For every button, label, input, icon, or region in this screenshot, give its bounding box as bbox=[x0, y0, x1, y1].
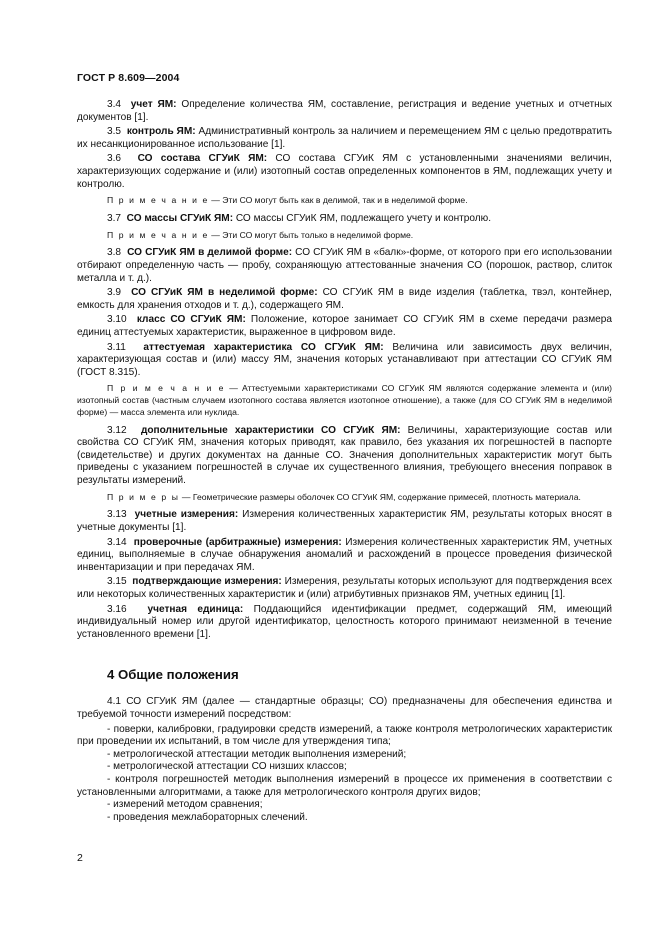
definition-3-9: 3.9 СО СГУиК ЯМ в неделимой форме: СО СГУиК ЯМ в виде изделия (таблетка, твэл, контейнер, емкость для хранения отходов и т. д.), содержащего ЯМ. bbox=[77, 287, 612, 311]
list-item: - контроля погрешностей методик выполнения измерений в процессе их применения в соответствии с установленными алгоритмами, а также для метрологического контроля других видов; bbox=[77, 773, 612, 798]
definition-3-5: 3.5 контроль ЯМ: Административный контроль за наличием и перемещением ЯМ с целью предотвратить их несанкционированное использование [1]. bbox=[77, 126, 612, 150]
list-item: - метрологической аттестации методик выполнения измерений; bbox=[107, 748, 407, 760]
definition-3-13: 3.13 учетные измерения: Измерения количественных характеристик ЯМ, результаты которых вносят в учетные документы [1]. bbox=[77, 509, 613, 534]
list-item: - метрологической аттестации СО низших классов; bbox=[107, 761, 347, 773]
definition-3-7: 3.7 СО массы СГУиК ЯМ: СО массы СГУиК ЯМ, подлежащего учету и контролю. bbox=[107, 212, 492, 224]
definition-3-12: 3.12 дополнительные характеристики СО СГУиК ЯМ: Величины, характеризующие состав или свойства СО СГУиК ЯМ, значения которых приводят, как правило, без указания их погрешностей в паспорте (свидетельстве) и других документах на данные СО. Значения дополнительных характеристик могут быть приведены с указанием погрешностей в случае их существенного влияния, требующего внесения поправок в результаты измерений. bbox=[77, 424, 612, 487]
page-number: 2 bbox=[77, 852, 83, 864]
list-item: - поверки, калибровки, градуировки средств измерений, а также контроля метрологических характеристик при проведении их испытаний, в том числе для утверждения типа; bbox=[77, 723, 612, 748]
definition-3-4: 3.4 учет ЯМ: Определение количества ЯМ, составление, регистрация и ведение учетных и отчетных документов [1]. bbox=[77, 99, 612, 123]
definition-3-14: 3.14 проверочные (арбитражные) измерения: Измерения количественных характеристик ЯМ, учетных единиц, выполняемые в случае обнаружения аномалий и расхождений в процессе проведения физической инвентаризации и при передачах ЯМ. bbox=[77, 536, 613, 573]
definition-3-11: 3.11 аттестуемая характеристика СО СГУиК ЯМ: Величина или зависимость двух величин, характеризующая состав и (или) массу ЯМ, значения которых устанавливают при аттестации СО СГУиК ЯМ (ГОСТ 8.315). bbox=[77, 341, 612, 378]
list-item: - измерений методом сравнения; bbox=[107, 799, 263, 811]
section-4-heading: 4 Общие положения bbox=[107, 667, 239, 683]
examples-3-12: П р и м е р ы — Геометрические размеры оболочек СО СГУиК ЯМ, содержание примесей, плотность материала. bbox=[107, 491, 581, 502]
definition-3-10: 3.10 класс СО СГУиК ЯМ: Положение, которое занимает СО СГУиК ЯМ в схеме передачи размера единиц аттестуемых характеристик, выраженное в цифровом виде. bbox=[77, 314, 612, 338]
list-item: - проведения межлабораторных слечений. bbox=[107, 811, 308, 823]
document-header: ГОСТ Р 8.609—2004 bbox=[77, 72, 180, 84]
clause-4-1: 4.1 СО СГУиК ЯМ (далее — стандартные образцы; СО) предназначены для обеспечения единства и требуемой точности измерений посредством: bbox=[77, 696, 612, 720]
definition-3-8: 3.8 СО СГУиК ЯМ в делимой форме: СО СГУиК ЯМ в «балк»-форме, от которого при его использовании отбирают определенную часть — пробу, сохраняющую аттестованные значения СО (порошок, раствор, слиток металла и т. д.). bbox=[77, 247, 613, 284]
note-3-6: П р и м е ч а н и е — Эти СО могут быть как в делимой, так и в неделимой форме. bbox=[107, 195, 468, 206]
definition-3-6: 3.6 СО состава СГУиК ЯМ: СО состава СГУиК ЯМ с установленными значениями величин, характеризующих содержание и (или) изотопный состав определенных компонентов в ЯМ, подлежащих учету и контролю. bbox=[77, 153, 612, 190]
note-3-7: П р и м е ч а н и е — Эти СО могут быть только в неделимой форме. bbox=[107, 229, 414, 240]
definition-3-15: 3.15 подтверждающие измерения: Измерения, результаты которых используют для подтверждения всех или некоторых количественных характеристик и (или) атрибутивных признаков ЯМ, учетных единиц [1]. bbox=[77, 576, 613, 600]
document-body bbox=[77, 99, 612, 824]
note-3-11: П р и м е ч а н и е — Аттестуемыми характеристиками СО СГУиК ЯМ являются содержание элемента и (или) изотопный состав (частным случаем изотопного состава является изотопное отношение), а также (для СО СГУиК ЯМ в неделимой форме) — масса элемента или нуклида. bbox=[77, 383, 612, 417]
definition-3-16: 3.16 учетная единица: Поддающийся идентификации предмет, содержащий ЯМ, имеющий индивидуальный номер или другой идентификатор, целостность которого принимают неизменной в течение установленного времени [1]. bbox=[77, 603, 612, 640]
